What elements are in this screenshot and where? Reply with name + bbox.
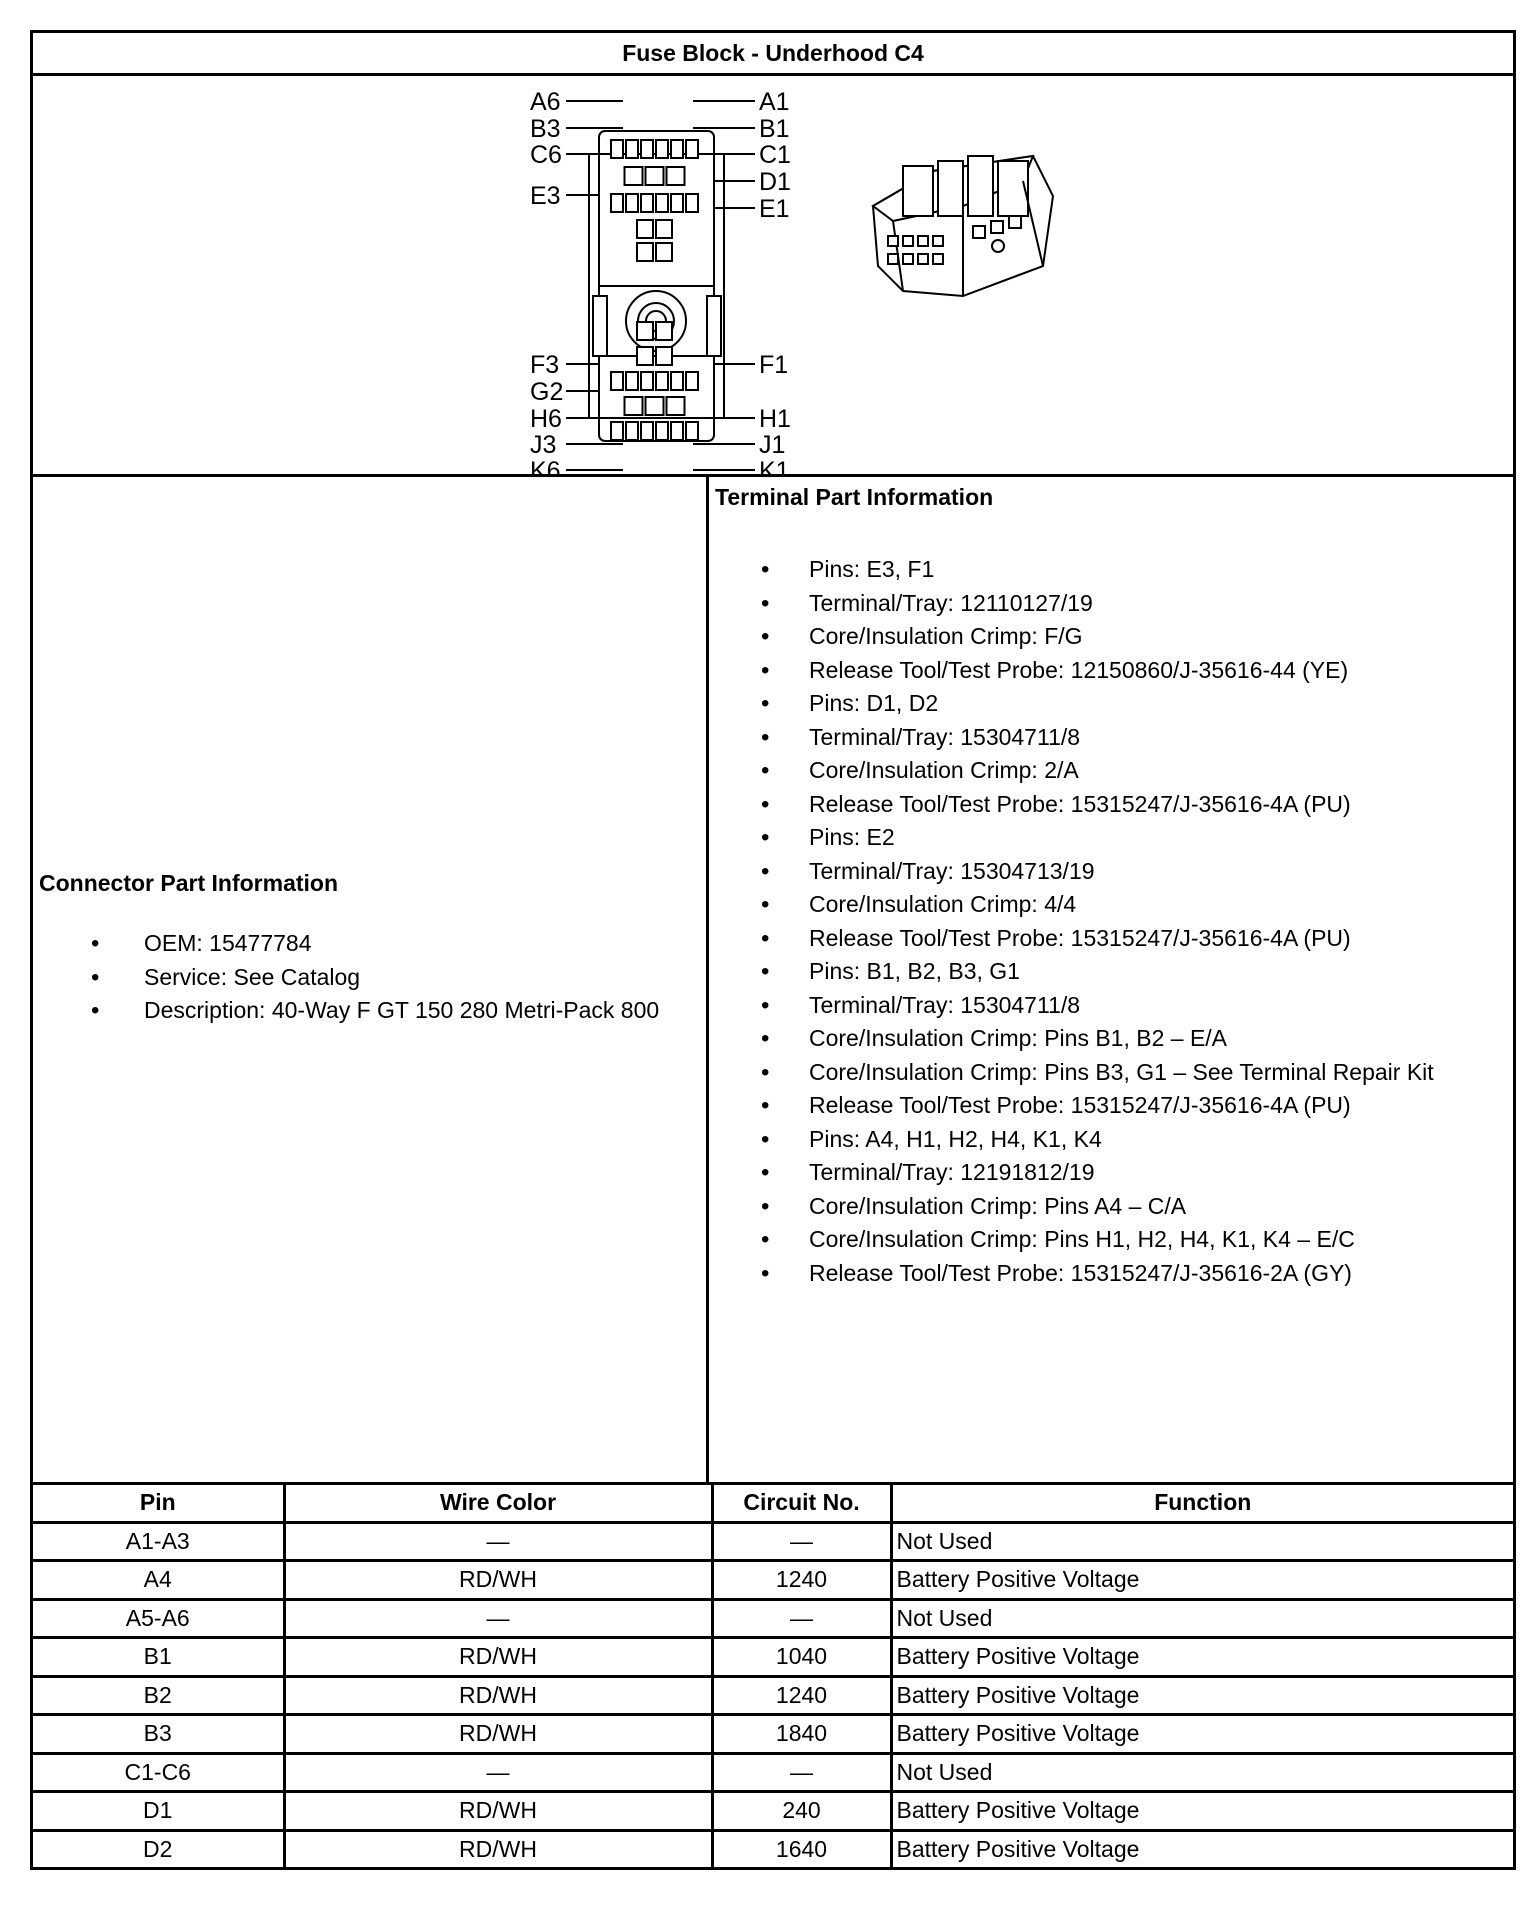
connector-part-info bbox=[33, 477, 709, 1482]
circuit-cell: 1040 bbox=[712, 1638, 891, 1677]
table-row bbox=[33, 1792, 1513, 1831]
list-item: • Release Tool/Test Probe: 15315247/J-35616-4A (PU) bbox=[709, 922, 1513, 956]
list-item: • Release Tool/Test Probe: 12150860/J-35616-44 (YE) bbox=[709, 654, 1513, 688]
table-row bbox=[33, 1561, 1513, 1600]
column-header-wire-color: Wire Color bbox=[284, 1485, 712, 1522]
pin-label: C1 bbox=[759, 141, 791, 169]
pin-cell: B3 bbox=[33, 1715, 284, 1754]
circuit-cell: 1240 bbox=[712, 1676, 891, 1715]
list-item: • Pins: B1, B2, B3, G1 bbox=[709, 955, 1513, 989]
circuit-cell: — bbox=[712, 1522, 891, 1561]
pin-label: C6 bbox=[530, 141, 562, 169]
function-cell: Not Used bbox=[891, 1522, 1513, 1561]
list-item: • Terminal/Tray: 12191812/19 bbox=[709, 1156, 1513, 1190]
function-cell: Not Used bbox=[891, 1753, 1513, 1792]
table-row bbox=[33, 1522, 1513, 1561]
pin-label: H1 bbox=[759, 405, 791, 433]
wire-color-cell: — bbox=[284, 1522, 712, 1561]
pin-label: E1 bbox=[759, 195, 790, 223]
wire-color-cell: RD/WH bbox=[284, 1561, 712, 1600]
terminal-group bbox=[709, 1123, 1513, 1291]
list-item: • Core/Insulation Crimp: 2/A bbox=[709, 754, 1513, 788]
list-item: • Pins: E2 bbox=[709, 821, 1513, 855]
list-item: • Release Tool/Test Probe: 15315247/J-35616-4A (PU) bbox=[709, 1089, 1513, 1123]
pin-label: B3 bbox=[530, 115, 561, 143]
table-row bbox=[33, 1599, 1513, 1638]
list-item: • Terminal/Tray: 12110127/19 bbox=[709, 587, 1513, 621]
function-cell: Battery Positive Voltage bbox=[891, 1638, 1513, 1677]
pin-label: F1 bbox=[759, 351, 789, 379]
list-item: • Service: See Catalog bbox=[39, 961, 659, 995]
list-item: • Release Tool/Test Probe: 15315247/J-35616-2A (GY) bbox=[709, 1257, 1513, 1291]
pin-label: J3 bbox=[530, 431, 557, 459]
function-cell: Battery Positive Voltage bbox=[891, 1792, 1513, 1831]
table-row bbox=[33, 1638, 1513, 1677]
part-info-row bbox=[33, 477, 1513, 1485]
connector-sheet bbox=[30, 30, 1516, 1870]
circuit-cell: 240 bbox=[712, 1792, 891, 1831]
table-header-row bbox=[33, 1485, 1513, 1522]
list-item: • Core/Insulation Crimp: Pins B1, B2 – E/A bbox=[709, 1022, 1513, 1056]
connector-part-heading: Connector Part Information bbox=[39, 870, 339, 896]
pin-label: J1 bbox=[759, 431, 786, 459]
list-item: • Terminal/Tray: 15304711/8 bbox=[709, 721, 1513, 755]
list-item: • Pins: D1, D2 bbox=[709, 687, 1513, 721]
column-header-function: Function bbox=[891, 1485, 1513, 1522]
list-item: • Pins: A4, H1, H2, H4, K1, K4 bbox=[709, 1123, 1513, 1157]
pin-cell: A5-A6 bbox=[33, 1599, 284, 1638]
function-cell: Battery Positive Voltage bbox=[891, 1561, 1513, 1600]
page-title: Fuse Block - Underhood C4 bbox=[33, 33, 1513, 76]
pin-cell: A1-A3 bbox=[33, 1522, 284, 1561]
function-cell: Battery Positive Voltage bbox=[891, 1715, 1513, 1754]
right-pin-labels bbox=[759, 88, 791, 474]
column-header-pin: Pin bbox=[33, 1485, 284, 1522]
connector-part-list bbox=[39, 927, 659, 1028]
pin-label: F3 bbox=[530, 351, 560, 379]
pin-label: D1 bbox=[759, 168, 791, 196]
table-row bbox=[33, 1830, 1513, 1867]
pin-label: G2 bbox=[530, 378, 564, 406]
list-item: • Core/Insulation Crimp: 4/4 bbox=[709, 888, 1513, 922]
list-item: • Core/Insulation Crimp: Pins H1, H2, H4, K1, K4 – E/C bbox=[709, 1223, 1513, 1257]
terminal-part-info bbox=[709, 477, 1513, 1482]
list-item: • Core/Insulation Crimp: Pins B3, G1 – See Terminal Repair Kit bbox=[709, 1056, 1513, 1090]
pin-cell: D2 bbox=[33, 1830, 284, 1867]
terminal-group bbox=[709, 955, 1513, 1123]
connector-3d-view bbox=[873, 156, 1053, 296]
table-row bbox=[33, 1753, 1513, 1792]
wire-color-cell: RD/WH bbox=[284, 1638, 712, 1677]
pin-label: A1 bbox=[759, 88, 790, 116]
wire-color-cell: — bbox=[284, 1753, 712, 1792]
circuit-cell: 1640 bbox=[712, 1830, 891, 1867]
list-item: • Description: 40-Way F GT 150 280 Metri-Pack 800 bbox=[39, 994, 659, 1028]
terminal-group bbox=[709, 687, 1513, 821]
pin-label: E3 bbox=[530, 182, 561, 210]
pin-cell: B1 bbox=[33, 1638, 284, 1677]
pin-label: K1 bbox=[759, 457, 790, 474]
list-item: • Terminal/Tray: 15304713/19 bbox=[709, 855, 1513, 889]
pin-label: H6 bbox=[530, 405, 562, 433]
circuit-cell: — bbox=[712, 1753, 891, 1792]
connector-face-diagram bbox=[33, 76, 1513, 474]
pin-cell: A4 bbox=[33, 1561, 284, 1600]
list-item: • Core/Insulation Crimp: F/G bbox=[709, 620, 1513, 654]
wire-color-cell: RD/WH bbox=[284, 1715, 712, 1754]
wire-color-cell: RD/WH bbox=[284, 1676, 712, 1715]
pin-label: A6 bbox=[530, 88, 561, 116]
terminal-group bbox=[709, 821, 1513, 955]
pin-table bbox=[33, 1485, 1513, 1867]
wire-color-cell: RD/WH bbox=[284, 1792, 712, 1831]
function-cell: Battery Positive Voltage bbox=[891, 1830, 1513, 1867]
pin-label: K6 bbox=[530, 457, 561, 474]
function-cell: Battery Positive Voltage bbox=[891, 1676, 1513, 1715]
wire-color-cell: RD/WH bbox=[284, 1830, 712, 1867]
wire-color-cell: — bbox=[284, 1599, 712, 1638]
terminal-part-heading: Terminal Part Information bbox=[715, 484, 994, 510]
column-header-circuit: Circuit No. bbox=[712, 1485, 891, 1522]
circuit-cell: — bbox=[712, 1599, 891, 1638]
connector-diagram-area bbox=[33, 76, 1513, 477]
table-row bbox=[33, 1715, 1513, 1754]
pin-cell: B2 bbox=[33, 1676, 284, 1715]
list-item: • Pins: E3, F1 bbox=[709, 553, 1513, 587]
pin-cell: D1 bbox=[33, 1792, 284, 1831]
terminal-group bbox=[709, 553, 1513, 687]
list-item: • OEM: 15477784 bbox=[39, 927, 659, 961]
function-cell: Not Used bbox=[891, 1599, 1513, 1638]
circuit-cell: 1840 bbox=[712, 1715, 891, 1754]
circuit-cell: 1240 bbox=[712, 1561, 891, 1600]
list-item: • Release Tool/Test Probe: 15315247/J-35616-4A (PU) bbox=[709, 788, 1513, 822]
left-pin-labels bbox=[530, 88, 563, 474]
list-item: • Core/Insulation Crimp: Pins A4 – C/A bbox=[709, 1190, 1513, 1224]
pin-cell: C1-C6 bbox=[33, 1753, 284, 1792]
pin-label: B1 bbox=[759, 115, 790, 143]
table-row bbox=[33, 1676, 1513, 1715]
list-item: • Terminal/Tray: 15304711/8 bbox=[709, 989, 1513, 1023]
pin-table-body bbox=[33, 1522, 1513, 1867]
terminal-groups bbox=[709, 553, 1513, 1290]
